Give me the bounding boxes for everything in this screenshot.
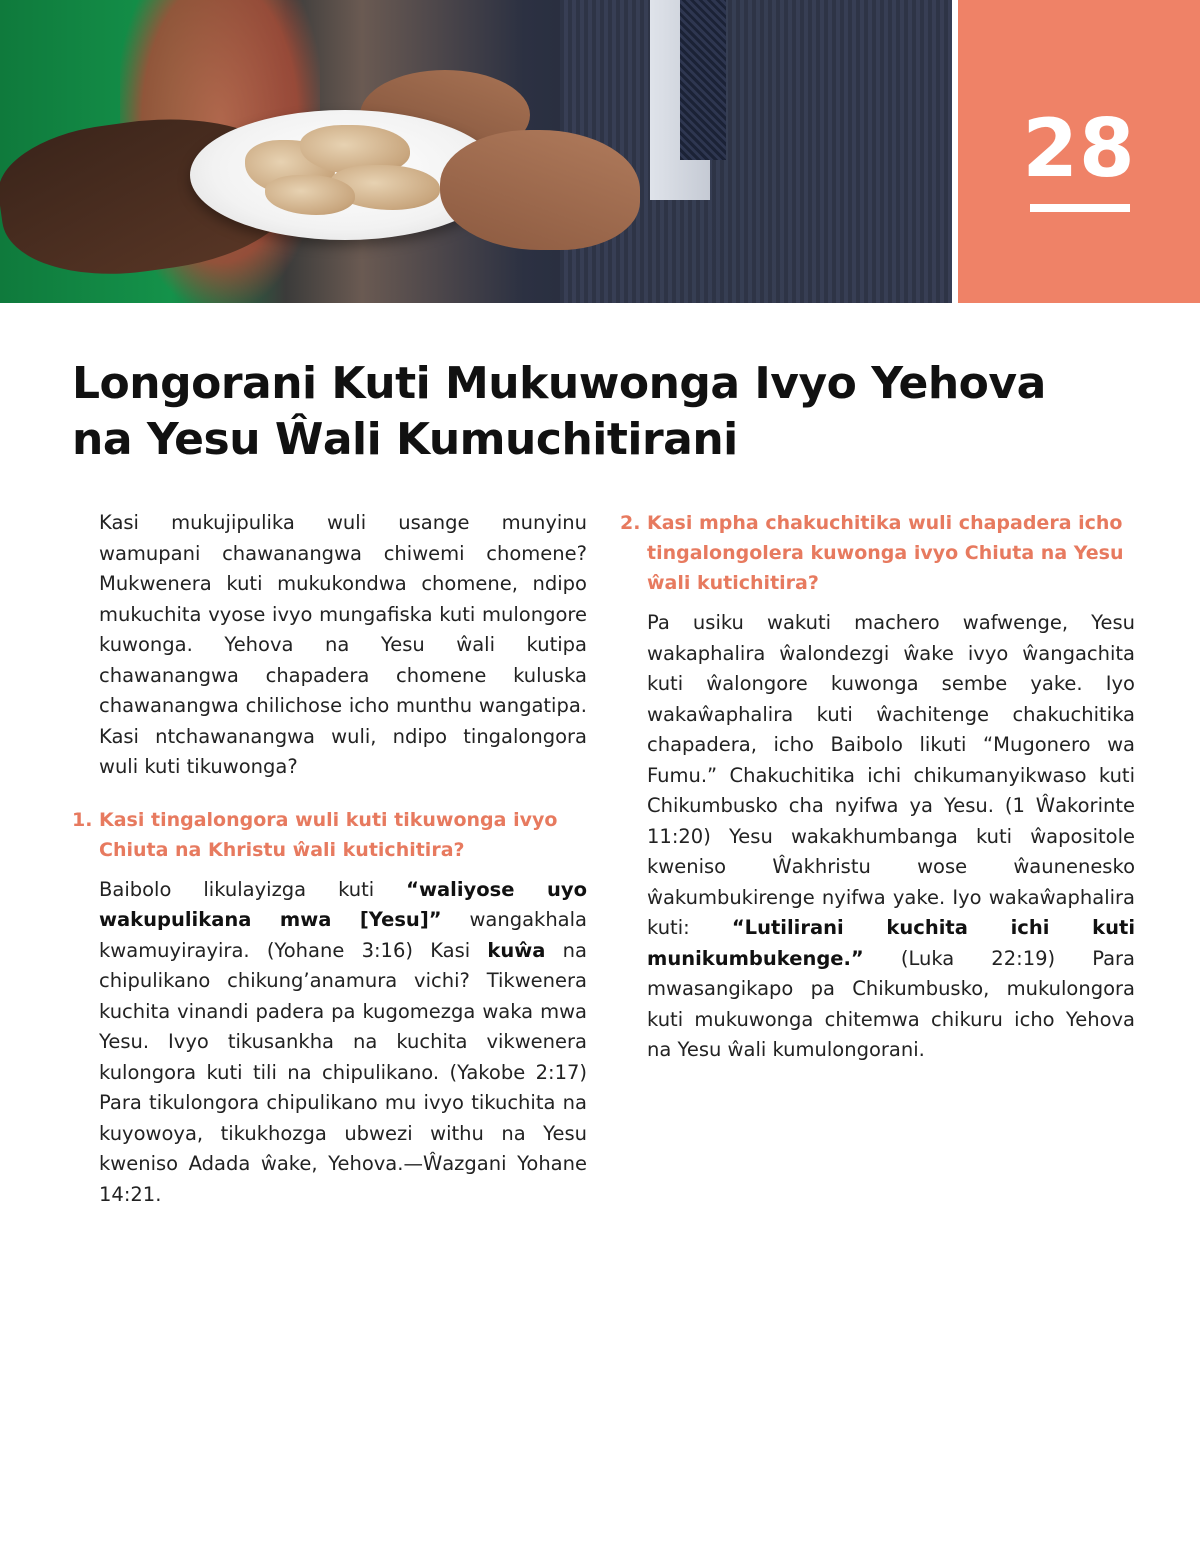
chapter-tab [958, 0, 1200, 303]
intro-paragraph: Kasi mukujipulika wuli usange munyinu wamupani chawanangwa chiwemi chomene? Mukwenera kuti mukukondwa chomene, ndipo mukuchita vyose ivyo mungafiska kuti mulongore kuwonga. Yehova na Yesu ŵali kutipa chawanangwa chapadera chomene kuluska chawanangwa chilichose icho munthu wangatipa. Kasi ntchawanangwa wuli, ndipo tingalongora wuli kuti tikuwonga? [99, 511, 587, 778]
answer-2-quote: “Lutilirani kuchita ichi kuti munikumbukenge.” [647, 916, 1136, 970]
question-2-text: Kasi mpha chakuchitika wuli chapadera icho tingalongolera kuwonga ivyo Chiuta na Yesu ŵali kutichitira? [647, 512, 1124, 594]
question-2 [620, 508, 1135, 598]
title-line-1: Longorani Kuti Mukuwonga Ivyo Yehova [72, 358, 1046, 409]
question-1-number: 1. [72, 808, 93, 831]
chapter-number: 28 [1022, 102, 1136, 195]
page-title [72, 356, 1132, 468]
question-1 [72, 805, 587, 865]
answer-1-emphasis: kuŵa [487, 938, 546, 962]
header-photo [0, 0, 952, 303]
right-column [620, 508, 1135, 1066]
answer-2-text-b: (Luka 22:19) Para mwasangikapo pa Chikumbusko, mukulongora kuti mukuwonga chitemwa chikuru icho Yehova na Yesu ŵali kumulongorani. [647, 946, 1135, 1061]
suit-jacket-shape [560, 0, 952, 303]
left-column [72, 508, 587, 1210]
answer-1-paragraph [72, 875, 587, 1211]
question-2-number: 2. [620, 512, 641, 534]
answer-1-text-b: wangakhala kwamuyirayira. (Yohane 3:16) Kasi [99, 908, 587, 962]
answer-1-text-a: Baibolo likulayizga kuti [99, 877, 407, 901]
answer-1-quote: “waliyose uyo wakupulikana mwa [Yesu]” [99, 877, 588, 931]
answer-2-paragraph [620, 608, 1135, 1066]
tie-shape [680, 0, 726, 160]
answer-2-text-a: Pa usiku wakuti machero wafwenge, Yesu wakaphalira ŵalondezgi ŵake ivyo ŵangachita kuti ŵalongore kuwonga sembe yake. Iyo wakaŵaphalira kuti ŵachitenge chakuchitika chapadera, icho Baibolo likuti “Mugonero wa Fumu.” Chakuchitika ichi chikumanyikwaso kuti Chikumbusko cha nyifwa ya Yesu. (1 Ŵakorinte 11:20) Yesu wakakhumbanga kuti ŵapositole kweniso Ŵakhristu wose ŵaunenesko ŵakumbukirenge nyifwa yake. Iyo wakaŵaphalira kuti: [647, 611, 1135, 939]
answer-1-text-c: na chipulikano chikung’anamura vichi? Tikwenera kuchita vinandi padera pa kugomezga waka mwa Yesu. Ivyo tikusankha na kuchita vikwenera kulongora kuti tili na chipulikano. (Yakobe 2:17) Para tikulongora chipulikano mu ivyo tikuchita na kuyowoya, tikukhozga ubwezi withu na Yesu kweniso Adada ŵake, Yehova.—Ŵazgani Yohane 14:21. [99, 938, 587, 1206]
chapter-rule [1030, 204, 1130, 212]
hand-right-shape [440, 130, 640, 250]
question-1-text: Kasi tingalongora wuli kuti tikuwonga ivyo Chiuta na Khristu ŵali kutichitira? [99, 808, 558, 861]
title-line-2: na Yesu Ŵali Kumuchitirani [72, 414, 738, 465]
